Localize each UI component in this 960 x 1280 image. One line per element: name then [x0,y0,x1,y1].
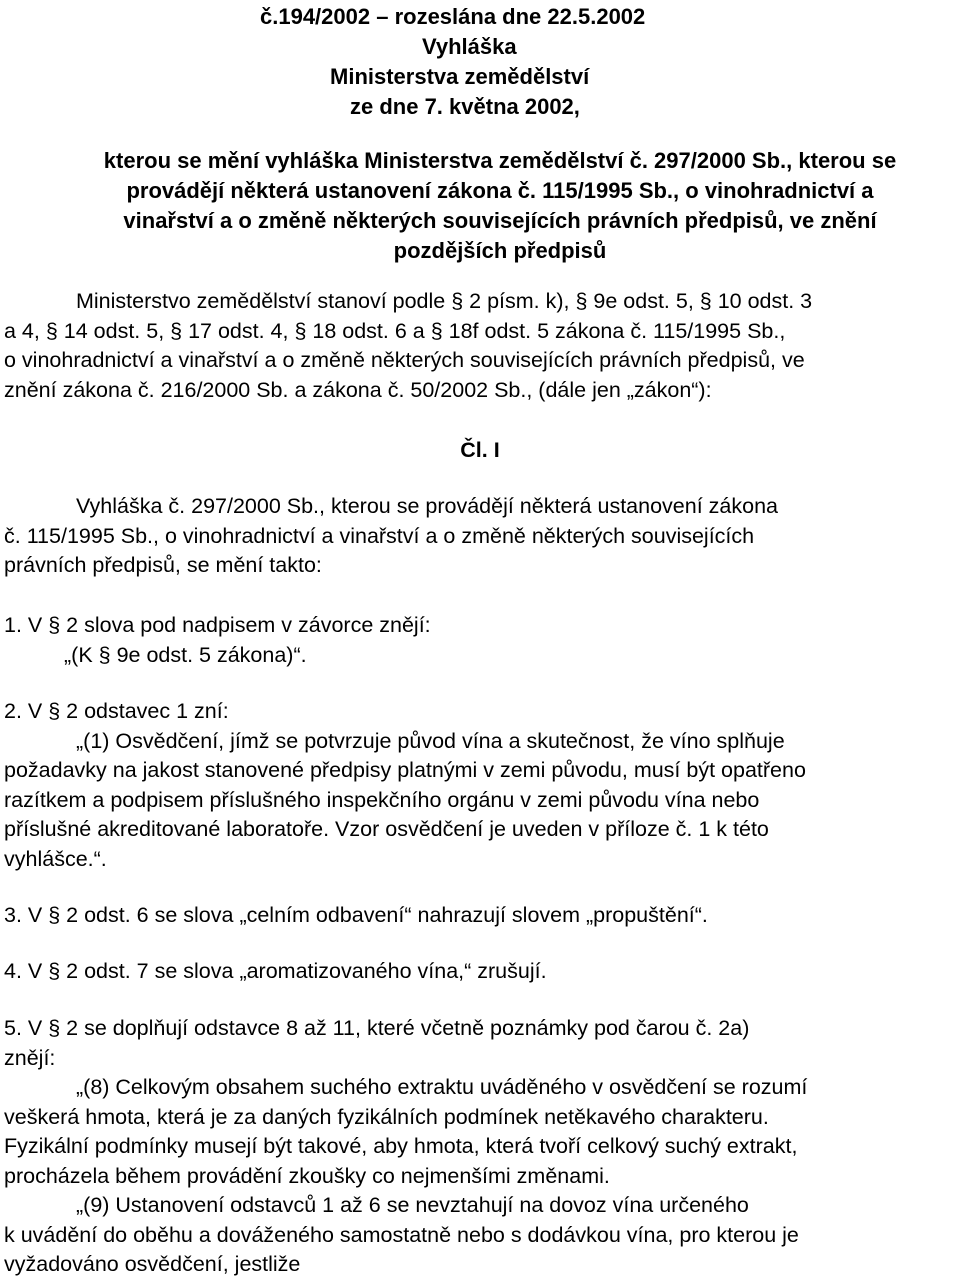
item-text: „(1) Osvědčení, jímž se potvrzuje původ vína a skutečnost, že víno splňuje [76,728,785,753]
amendment-item-1 [4,611,956,670]
amendment-item-2 [4,697,956,874]
preamble-line: znění zákona č. 216/2000 Sb. a zákona č. 50/2002 Sb., (dále jen „zákon“): [4,377,712,402]
subject-line: pozdějších předpisů [393,238,607,263]
item-text: „(8) Celkovým obsahem suchého extraktu uváděného v osvědčení se rozumí [76,1075,808,1099]
amendment-item-3 [4,901,956,931]
intro-line: právních předpisů, se mění takto: [4,553,322,577]
subject-line: kterou se mění vyhláška Ministerstva zemědělství č. 297/2000 Sb., kterou se [103,148,897,173]
item-text: znějí: [4,1045,56,1070]
item-text: 5. V § 2 se doplňují odstavce 8 až 11, které včetně poznámky pod čarou č. 2a) [4,1016,750,1040]
item-text: 1. V § 2 slova pod nadpisem v závorce znějí: [4,613,431,637]
document-type: Vyhláška [422,34,517,59]
article-heading: Čl. I [460,438,500,462]
item-text: procházela během provádění zkoušky co nejmenšími změnami. [4,1163,610,1188]
intro-line: č. 115/1995 Sb., o vinohradnictví a vinařství a o změně některých souvisejících [4,523,755,548]
item-text: veškerá hmota, která je za daných fyzikálních podmínek netěkavého charakteru. [4,1104,769,1129]
subject-line: vinařství a o změně některých souvisejících právních předpisů, ve znění [123,208,877,233]
item-text: razítkem a podpisem příslušného inspekčního orgánu v zemi původu vína nebo [4,787,760,812]
amendment-intro [4,492,956,581]
amendment-item-5 [4,1014,956,1280]
publication-line: č.194/2002 – rozeslána dne 22.5.2002 [260,4,646,29]
preamble-line: a 4, § 14 odst. 5, § 17 odst. 4, § 18 odst. 6 a § 18f odst. 5 zákona č. 115/1995 Sb., [4,318,786,343]
item-text: „(9) Ustanovení odstavců 1 až 6 se nevztahují na dovoz vína určeného [76,1193,749,1217]
item-text: příslušné akreditované laboratoře. Vzor osvědčení je uveden v příloze č. 1 k této [4,817,769,841]
item-text: „(K § 9e odst. 5 zákona)“. [64,642,307,667]
item-text: požadavky na jakost stanovené předpisy platnými v zemi původu, musí být opatřeno [4,758,806,782]
amendment-item-4 [4,957,956,987]
subject-line: provádějí některá ustanovení zákona č. 115/1995 Sb., o vinohradnictví a [126,178,874,203]
item-text: vyhlášce.“. [4,846,107,871]
document-subject [30,146,960,266]
issuing-ministry: Ministerstva zemědělství [330,64,590,89]
item-text: k uvádění do oběhu a dováženého samostatně nebo s dodávkou vína, pro kterou je [4,1222,799,1247]
preamble-line: Ministerstvo zemědělství stanoví podle § 2 písm. k), § 9e odst. 5, § 10 odst. 3 [76,289,813,313]
document-header [0,2,960,122]
item-text: 2. V § 2 odstavec 1 zní: [4,699,229,723]
preamble-line: o vinohradnictví a vinařství a o změně některých souvisejících právních předpisů, ve [4,348,805,372]
item-text: Fyzikální podmínky musejí být takové, aby hmota, která tvoří celkový suchý extrakt, [4,1134,798,1158]
issue-date: ze dne 7. května 2002, [350,94,580,119]
item-text: vyžadováno osvědčení, jestliže [4,1252,301,1276]
item-text: 3. V § 2 odst. 6 se slova „celním odbavení“ nahrazují slovem „propuštění“. [4,903,708,927]
item-text: 4. V § 2 odst. 7 se slova „aromatizovaného vína,“ zrušují. [4,959,547,983]
intro-line: Vyhláška č. 297/2000 Sb., kterou se provádějí některá ustanovení zákona [76,494,778,518]
preamble [4,287,956,405]
